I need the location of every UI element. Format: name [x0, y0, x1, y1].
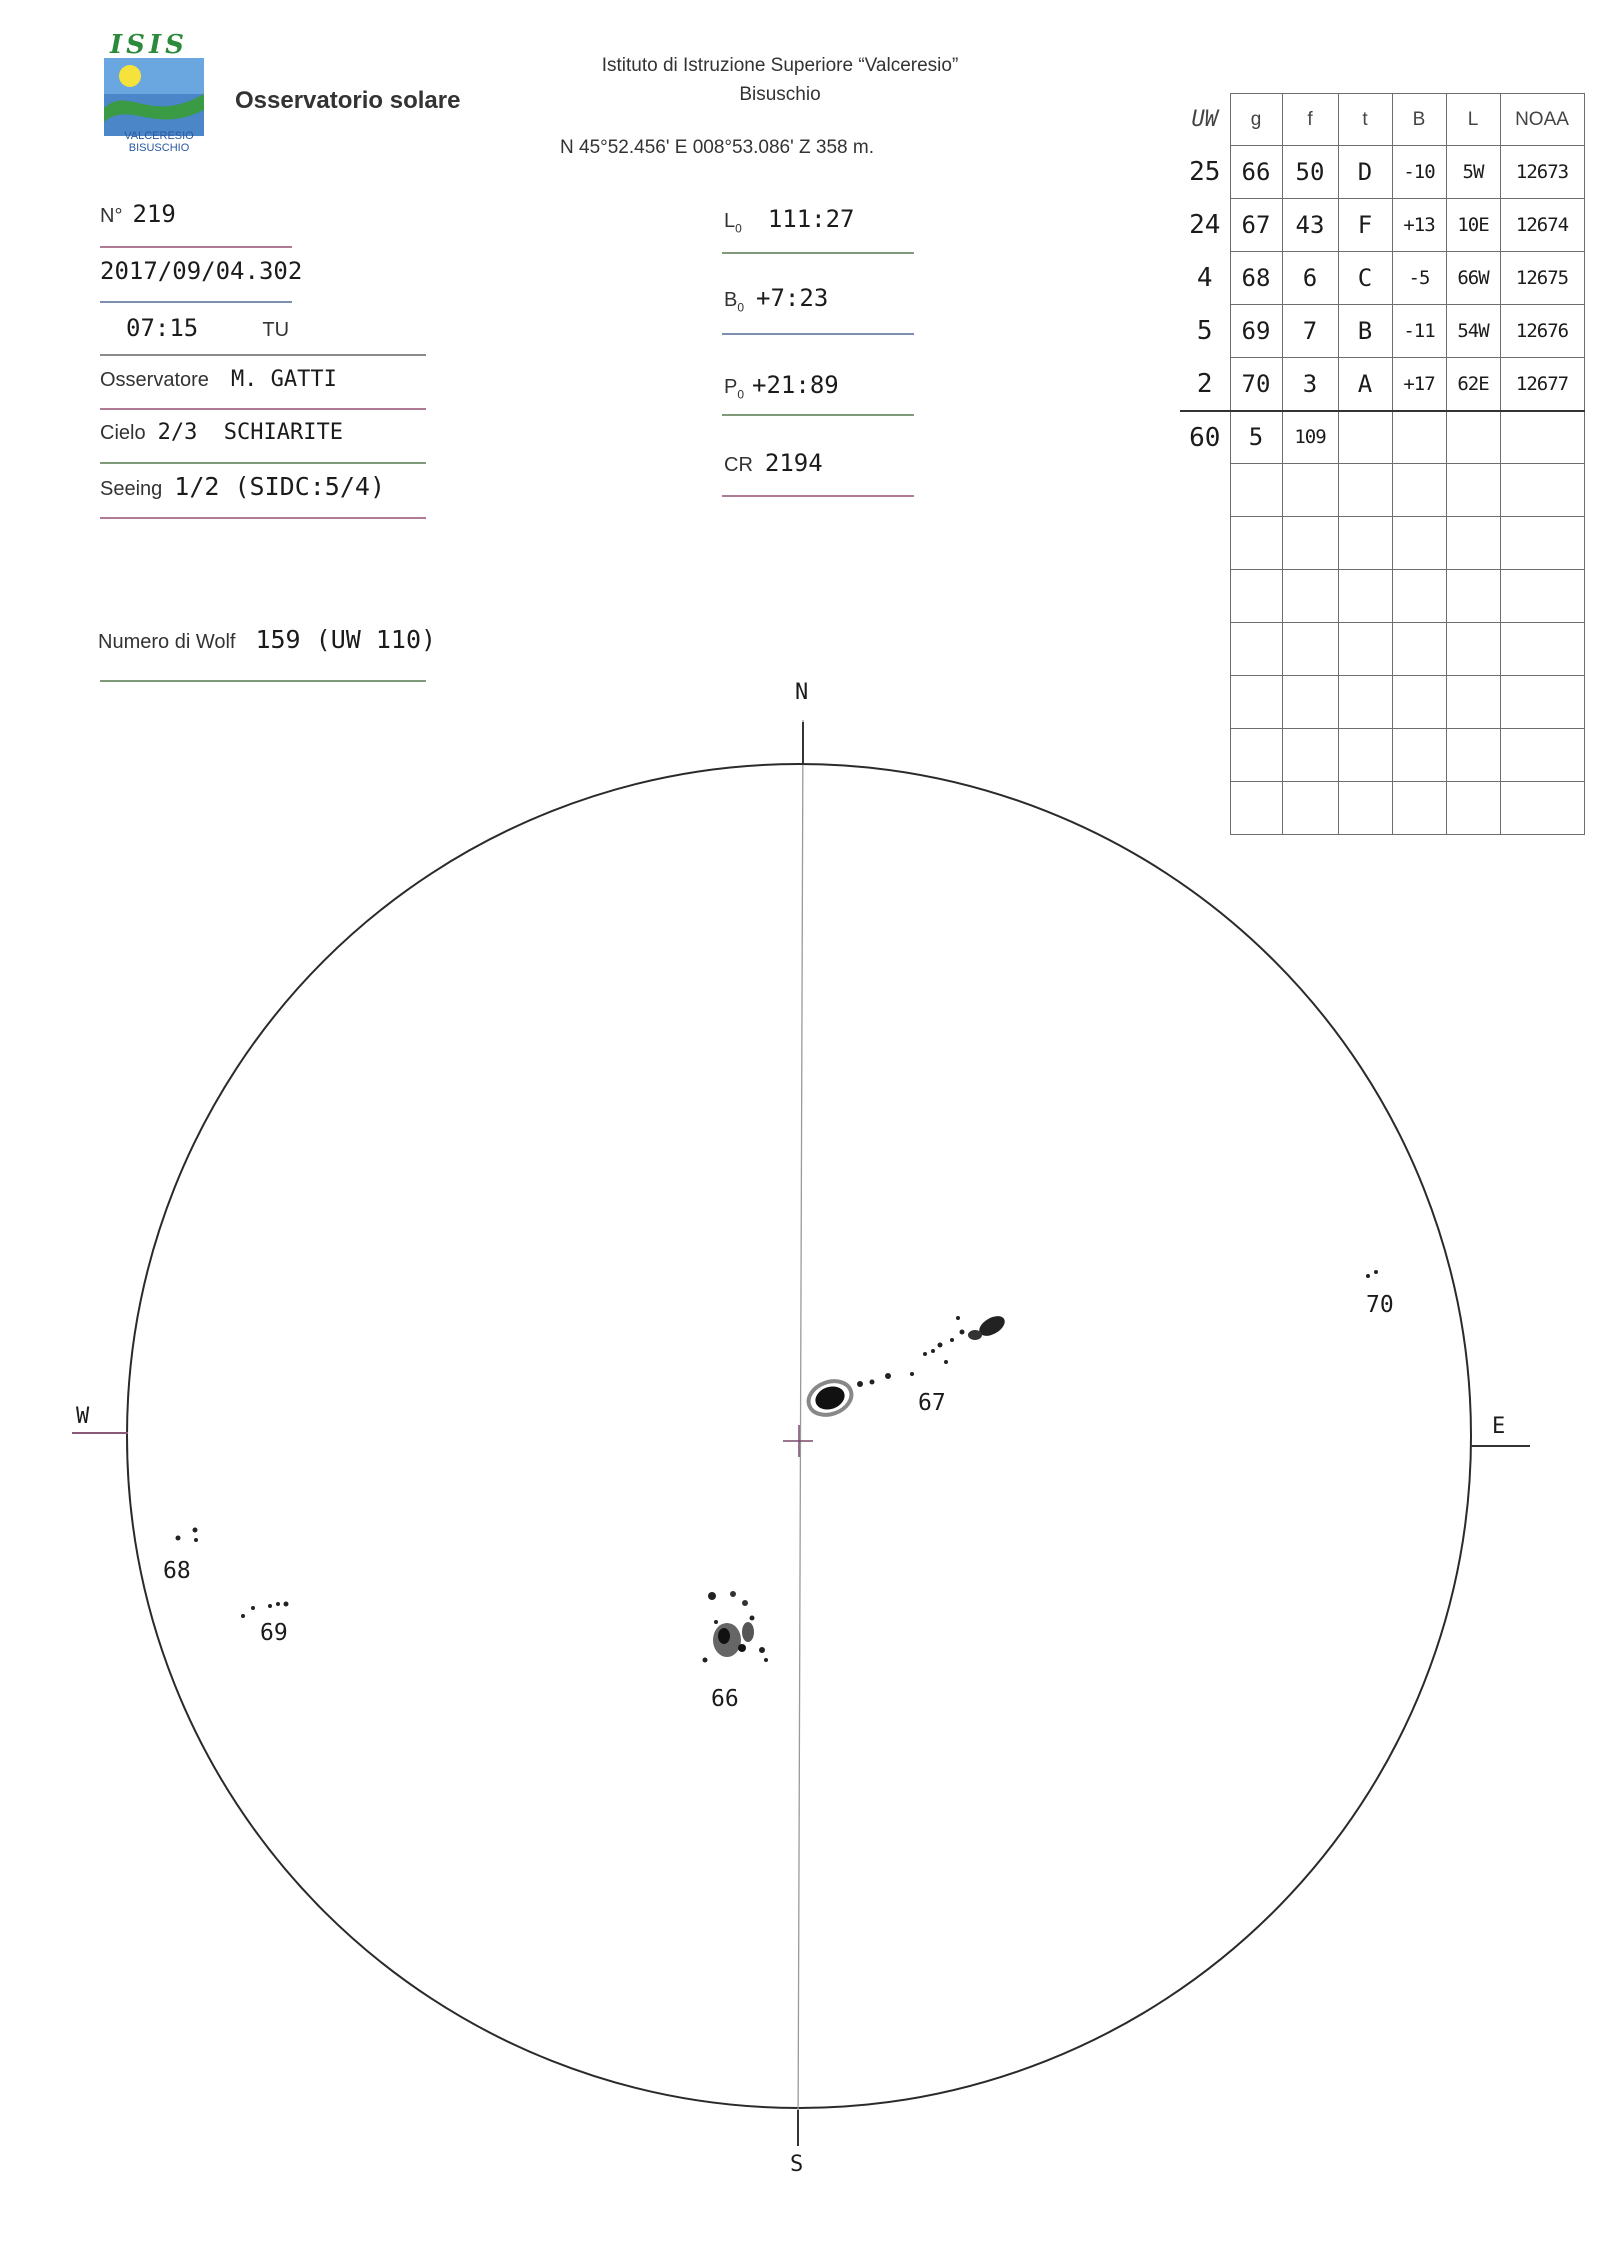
sunspot	[194, 1538, 198, 1542]
table-cell: 3	[1282, 358, 1338, 411]
l0-value: 111:27	[767, 205, 855, 233]
sky-value: 2/3 SCHIARITE	[157, 420, 344, 445]
table-cell: -10	[1392, 146, 1446, 199]
column-header-b: B	[1392, 94, 1446, 146]
sunspot	[870, 1380, 875, 1385]
table-cell: 5	[1180, 305, 1230, 358]
table-cell: 2	[1180, 358, 1230, 411]
sunspot	[738, 1644, 746, 1652]
b0-value: +7:23	[756, 284, 829, 312]
sunspot	[268, 1604, 272, 1608]
south-label: S	[790, 2152, 804, 2177]
institute-city: Bisuschio	[739, 84, 821, 105]
sunspot	[708, 1592, 716, 1600]
total-groups: 5	[1230, 411, 1282, 464]
table-cell: 66	[1230, 146, 1282, 199]
table-cell: 68	[1230, 252, 1282, 305]
wolf-number-value: 159 (UW 110)	[255, 625, 437, 654]
sunspot	[742, 1622, 754, 1642]
sunspot	[857, 1381, 863, 1387]
column-header-t: t	[1338, 94, 1392, 146]
sunspot	[956, 1316, 960, 1320]
observer-label: Osservatore	[100, 369, 209, 391]
sunspot-group-69	[241, 1602, 289, 1619]
table-cell: 43	[1282, 199, 1338, 252]
page-title: Osservatorio solare	[235, 87, 461, 114]
table-cell: 12676	[1500, 305, 1584, 358]
sunspot	[968, 1330, 982, 1340]
table-cell: 70	[1230, 358, 1282, 411]
table-cell: 69	[1230, 305, 1282, 358]
sunspot	[885, 1373, 891, 1379]
table-cell: 62E	[1446, 358, 1500, 411]
logo-caption-line2: BISUSCHIO	[128, 142, 190, 154]
group-label-66: 66	[711, 1686, 739, 1712]
observatory-coordinates: N 45°52.456' E 008°53.086' Z 358 m.	[560, 137, 874, 158]
table-cell: +17	[1392, 358, 1446, 411]
l0-subscript: 0	[735, 221, 742, 236]
table-cell: F	[1338, 199, 1392, 252]
total-spots: 109	[1282, 411, 1338, 464]
group-label-69: 69	[260, 1620, 288, 1646]
column-header-g: g	[1230, 94, 1282, 146]
group-label-67: 67	[918, 1390, 946, 1416]
sunspot	[1366, 1274, 1370, 1278]
record-number-label: N°	[100, 205, 123, 227]
record-time-unit: TU	[262, 319, 290, 341]
table-cell: 12675	[1500, 252, 1584, 305]
column-header-l: L	[1446, 94, 1500, 146]
table-cell: +13	[1392, 199, 1446, 252]
sunspot	[944, 1360, 948, 1364]
table-cell: 12674	[1500, 199, 1584, 252]
sunspot	[284, 1602, 289, 1607]
sunspot-group-66	[703, 1591, 769, 1663]
sunspot	[241, 1614, 245, 1618]
sunspot	[276, 1602, 280, 1606]
institute-name: Istituto di Istruzione Superiore “Valceresio”	[601, 55, 959, 76]
table-cell: -5	[1392, 252, 1446, 305]
sunspot	[960, 1330, 965, 1335]
cr-label: CR	[724, 454, 753, 476]
table-cell: A	[1338, 358, 1392, 411]
table-cell: 12673	[1500, 146, 1584, 199]
l0-label: L	[724, 210, 736, 232]
sunspot	[176, 1536, 181, 1541]
record-number-value: 219	[132, 200, 176, 228]
table-cell: D	[1338, 146, 1392, 199]
sunspot-group-67	[804, 1312, 1008, 1420]
p0-value: +21:89	[752, 371, 839, 399]
b0-subscript: 0	[737, 300, 745, 315]
sky-label: Cielo	[100, 422, 146, 444]
seeing-value: 1/2 (SIDC:5/4)	[174, 472, 385, 501]
observer-value: M. GATTI	[230, 367, 337, 392]
sunspot	[703, 1658, 708, 1663]
table-cell: C	[1338, 252, 1392, 305]
sunspot	[931, 1349, 935, 1353]
logo-caption-line1: VALCERESIO	[124, 130, 194, 142]
sunspot	[764, 1658, 768, 1662]
sunspot	[730, 1591, 736, 1597]
sunspot	[750, 1616, 755, 1621]
sunspot	[950, 1338, 954, 1342]
sunspot	[759, 1647, 765, 1653]
p0-subscript: 0	[737, 387, 745, 402]
north-label: N	[795, 680, 809, 705]
column-header-f: f	[1282, 94, 1338, 146]
east-label: E	[1492, 1414, 1506, 1439]
sunspot	[251, 1606, 255, 1610]
sunspot	[193, 1528, 198, 1533]
wolf-number-label: Numero di Wolf	[98, 631, 236, 653]
table-cell: 7	[1282, 305, 1338, 358]
table-cell: 24	[1180, 199, 1230, 252]
table-cell: 5W	[1446, 146, 1500, 199]
table-cell: 25	[1180, 146, 1230, 199]
table-cell: 12677	[1500, 358, 1584, 411]
p0-label: P	[724, 376, 738, 398]
sunspot	[742, 1600, 748, 1606]
total-uw: 60	[1180, 411, 1230, 464]
sunspot	[923, 1352, 927, 1356]
record-time-value: 07:15	[126, 314, 199, 342]
table-cell: 4	[1180, 252, 1230, 305]
group-label-70: 70	[1366, 1292, 1394, 1318]
sunspot	[714, 1620, 718, 1624]
seeing-label: Seeing	[100, 478, 163, 500]
sunspot-group-68	[176, 1528, 199, 1543]
group-label-68: 68	[163, 1558, 191, 1584]
west-label: W	[76, 1404, 90, 1429]
table-cell: B	[1338, 305, 1392, 358]
table-cell: 67	[1230, 199, 1282, 252]
sunspot	[718, 1628, 730, 1644]
sunspot	[1374, 1270, 1378, 1274]
table-cell: 50	[1282, 146, 1338, 199]
sunspot-group-70	[1366, 1270, 1378, 1278]
column-header-noaa: NOAA	[1500, 94, 1584, 146]
logo-word: ISIS	[110, 30, 188, 60]
record-date-value: 2017/09/04.302	[100, 257, 303, 285]
table-cell: 54W	[1446, 305, 1500, 358]
sunspot	[910, 1372, 914, 1376]
cr-value: 2194	[764, 449, 823, 477]
b0-label: B	[724, 289, 738, 311]
table-cell: 6	[1282, 252, 1338, 305]
sunspot	[938, 1343, 943, 1348]
table-cell: 10E	[1446, 199, 1500, 252]
column-header-uw: UW	[1180, 94, 1230, 146]
table-cell: -11	[1392, 305, 1446, 358]
table-cell: 66W	[1446, 252, 1500, 305]
